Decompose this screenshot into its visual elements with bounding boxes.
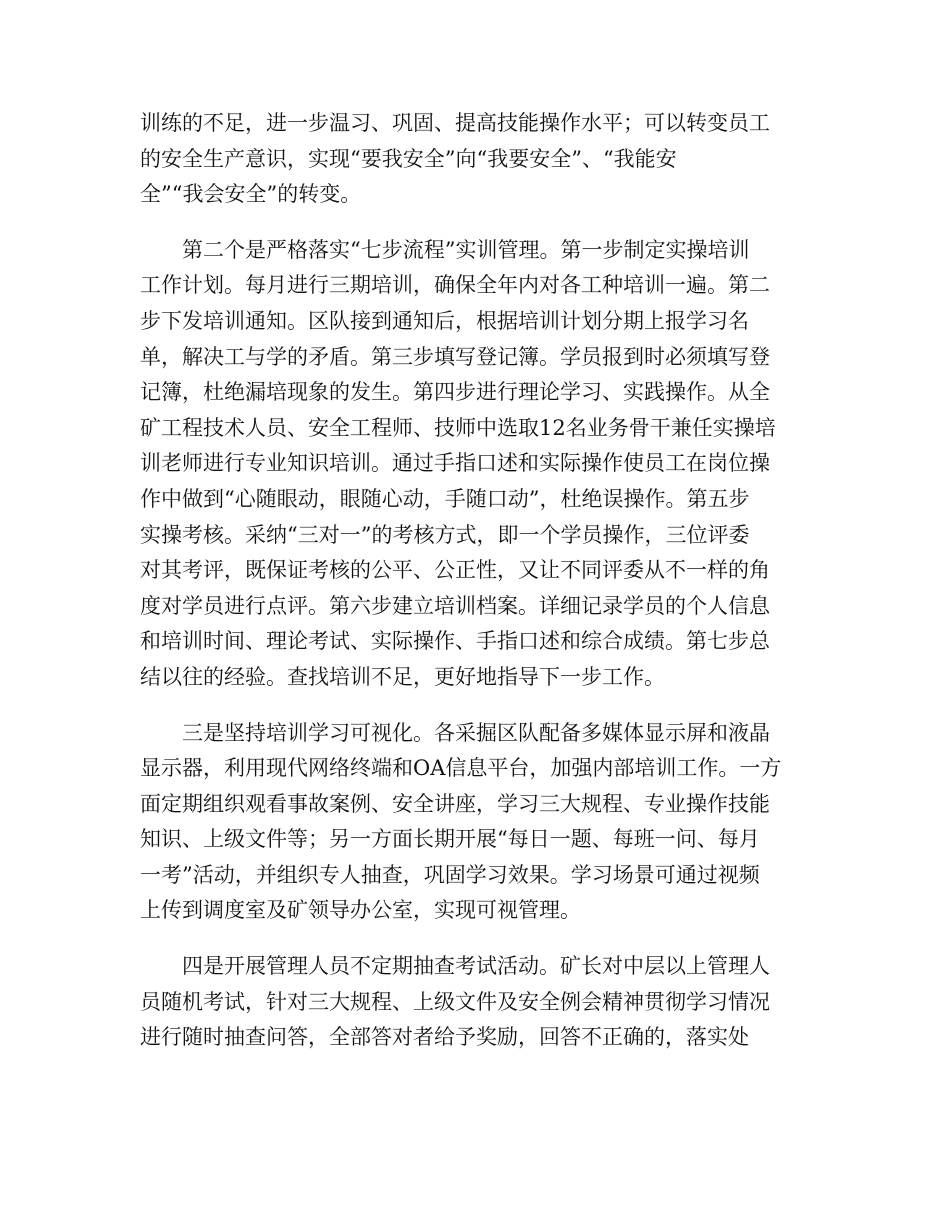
text-line: 三是坚持培训学习可视化。各采掘区队配备多媒体显示屏和液晶	[140, 720, 770, 745]
text-line: 度对学员进行点评。第六步建立培训档案。详细记录学员的个人信息	[140, 593, 770, 618]
text-line: 实操考核。采纳“三对一”的考核方式，即一个学员操作，三位评委	[140, 522, 750, 547]
text-line: 矿工程技术人员、安全工程师、技师中选取12名业务骨干兼任实操培	[140, 415, 776, 440]
paragraph-gap	[140, 929, 820, 949]
text-line: 训练的不足，进一步温习、巩固、提高技能操作水平；可以转变员工	[140, 111, 770, 135]
text-line: 上传到调度室及矿领导办公室，实现可视管理。	[140, 898, 581, 923]
text-line: 显示器，利用现代网络终端和OA信息平台，加强内部培训工作。一方	[140, 756, 782, 781]
text-line: 训老师进行专业知识培训。通过手指口述和实际操作使员工在岗位操	[140, 451, 770, 476]
text-line: 和培训时间、理论考试、实际操作、手指口述和综合成绩。第七步总	[140, 629, 770, 654]
paragraph	[140, 949, 820, 1056]
paragraph	[140, 233, 820, 696]
text-line: 面定期组织观看事故案例、安全讲座，学习三大规程、专业操作技能	[140, 791, 770, 816]
document-body	[140, 106, 820, 1056]
text-line: 全”“我会安全”的转变。	[140, 182, 362, 207]
paragraph-gap	[140, 696, 820, 716]
text-line: 的安全生产意识，实现“要我安全”向“我要安全”、“我能安	[140, 146, 677, 171]
text-line: 单，解决工与学的矛盾。第三步填写登记簿。学员报到时必须填写登	[140, 344, 770, 369]
text-line: 进行随时抽查问答，全部答对者给予奖励，回答不正确的，落实处	[140, 1025, 749, 1050]
paragraph	[140, 716, 820, 930]
text-line: 员随机考试，针对三大规程、上级文件及安全例会精神贯彻学习情况	[140, 989, 770, 1014]
text-line: 作中做到“心随眼动，眼随心动，手随口动”，杜绝误操作。第五步	[140, 486, 750, 511]
text-line: 对其考评，既保证考核的公平、公正性，又让不同评委从不一样的角	[140, 558, 770, 583]
text-line: 第二个是严格落实“七步流程”实训管理。第一步制定实操培训	[140, 237, 750, 262]
paragraph-gap	[140, 213, 820, 233]
text-line: 工作计划。每月进行三期培训，确保全年内对各工种培训一遍。第二	[140, 273, 770, 298]
text-line: 结以往的经验。查找培训不足，更好地指导下一步工作。	[140, 664, 665, 689]
text-line: 一考”活动，并组织专人抽查，巩固学习效果。学习场景可通过视频	[140, 862, 760, 887]
text-line: 四是开展管理人员不定期抽查考试活动。矿长对中层以上管理人	[140, 954, 770, 979]
text-line: 记簿，杜绝漏培现象的发生。第四步进行理论学习、实践操作。从全	[140, 380, 770, 405]
paragraph	[140, 106, 820, 213]
text-line: 步下发培训通知。区队接到通知后，根据培训计划分期上报学习名	[140, 308, 749, 333]
text-line: 知识、上级文件等；另一方面长期开展“每日一题、每班一问、每月	[140, 827, 760, 852]
